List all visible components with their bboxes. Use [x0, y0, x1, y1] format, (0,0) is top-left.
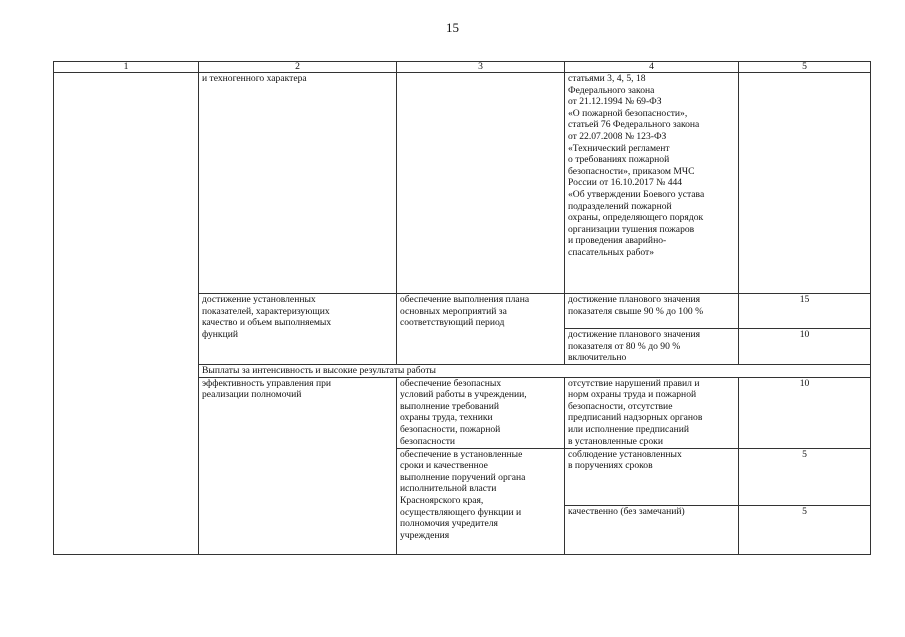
indicator-cell: достижение планового значения показателя свыше 90 % до 100 % [565, 294, 739, 329]
criterion-cell: эффективность управления при реализации полномочий [199, 377, 397, 554]
points-cell [739, 73, 871, 294]
column-number: 1 [54, 62, 199, 73]
column-number: 5 [739, 62, 871, 73]
section-title: Выплаты за интенсивность и высокие результаты работы [199, 365, 871, 378]
indicator-cell: достижение планового значения показателя от 80 % до 90 % включительно [565, 329, 739, 365]
column-number: 3 [397, 62, 565, 73]
table-row [54, 73, 871, 294]
page-number: 15 [446, 20, 459, 35]
column-number: 2 [199, 62, 397, 73]
indicator-cell: отсутствие нарушений правил и норм охраны труда и пожарной безопасности, отсутствие предписаний надзорных органов или исполнение предписаний в установленные сроки [565, 377, 739, 448]
condition-cell: обеспечение в установленные сроки и качественное выполнение поручений органа исполнительной власти Красноярского края, осуществляющего функции и полномочия учредителя учреждения [397, 448, 565, 554]
position-cell [54, 73, 199, 555]
condition-cell: обеспечение безопасных условий работы в учреждении, выполнение требований охраны труда, техники безопасности, пожарной безопасности [397, 377, 565, 448]
column-number: 4 [565, 62, 739, 73]
criterion-cell: достижение установленных показателей, характеризующих качество и объем выполняемых функций [199, 294, 397, 365]
indicator-cell: соблюдение установленных в поручениях сроков [565, 448, 739, 505]
points-cell: 5 [739, 448, 871, 505]
indicator-cell: статьями 3, 4, 5, 18 Федерального закона от 21.12.1994 № 69-ФЗ «О пожарной безопасности», статьей 76 Федерального закона от 22.07.2008 № 123-ФЗ «Технический регламент о требованиях пожарной безопасности», приказом МЧС России от 16.10.2017 № 444 «Об утверждении Боевого устава подразделений пожарной охраны, определяющего порядок организации тушения пожаров и проведения аварийно- спасательных работ» [565, 73, 739, 294]
condition-cell: обеспечение выполнения плана основных мероприятий за соответствующий период [397, 294, 565, 365]
criterion-cell: и техногенного характера [199, 73, 397, 294]
payments-criteria-table [53, 61, 871, 555]
points-cell: 10 [739, 377, 871, 448]
indicator-cell: качественно (без замечаний) [565, 505, 739, 554]
points-cell: 15 [739, 294, 871, 329]
points-cell: 10 [739, 329, 871, 365]
column-number-row [54, 62, 871, 73]
points-cell: 5 [739, 505, 871, 554]
condition-cell [397, 73, 565, 294]
